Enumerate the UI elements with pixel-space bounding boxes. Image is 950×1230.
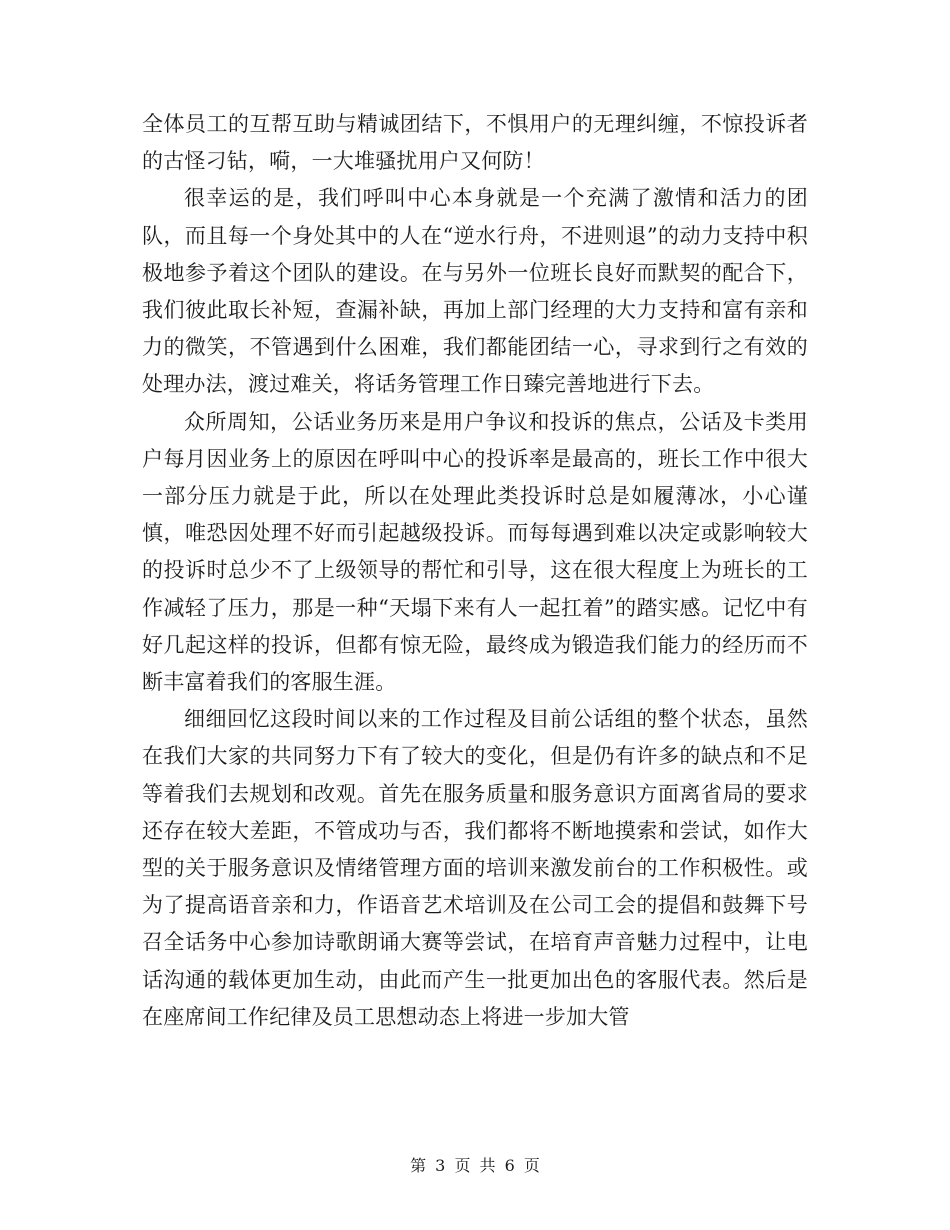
paragraph-3: 众所周知，公话业务历来是用户争议和投诉的焦点，公话及卡类用户每月因业务上的原因在呼叫中心的投诉率是最高的，班长工作中很大一部分压力就是于此，所以在处理此类投诉时总是如履薄冰，小心谨慎，唯恐因处理不好而引起越级投诉。而每每遇到难以决定或影响较大的投诉时总少不了上级领导的帮忙和引导，这在很大程度上为班长的工作减轻了压力，那是一种“天塌下来有人一起扛着”的踏实感。记忆中有好几起这样的投诉，但都有惊无险，最终成为锻造我们能力的经历而不断丰富着我们的客服生涯。 [142, 409, 808, 695]
document-body [142, 106, 808, 1036]
page-number-footer: 第 3 页 共 6 页 [410, 1156, 540, 1175]
paragraph-1: 全体员工的互帮互助与精诚团结下，不惧用户的无理纠缠，不惊投诉者的古怪刁钻，嗬，一大堆骚扰用户又何防！ [142, 112, 808, 174]
paragraph-2: 很幸运的是，我们呼叫中心本身就是一个充满了激情和活力的团队，而且每一个身处其中的人在“逆水行舟，不进则退”的动力支持中积极地参予着这个团队的建设。在与另外一位班长良好而默契的配合下，我们彼此取长补短，查漏补缺，再加上部门经理的大力支持和富有亲和力的微笑，不管遇到什么困难，我们都能团结一心，寻求到行之有效的处理办法，渡过难关，将话务管理工作日臻完善地进行下去。 [142, 186, 808, 397]
paragraph-4: 细细回忆这段时间以来的工作过程及目前公话组的整个状态，虽然在我们大家的共同努力下有了较大的变化，但是仍有许多的缺点和不足等着我们去规划和改观。首先在服务质量和服务意识方面离省局的要求还存在较大差距，不管成功与否，我们都将不断地摸索和尝试，如作大型的关于服务意识及情绪管理方面的培训来激发前台的工作积极性。或为了提高语音亲和力，作语音艺术培训及在公司工会的提倡和鼓舞下号召全话务中心参加诗歌朗诵大赛等尝试，在培育声音魅力过程中，让电话沟通的载体更加生动，由此而产生一批更加出色的客服代表。然后是在座席间工作纪律及员工思想动态上将进一步加大管 [142, 707, 808, 1029]
